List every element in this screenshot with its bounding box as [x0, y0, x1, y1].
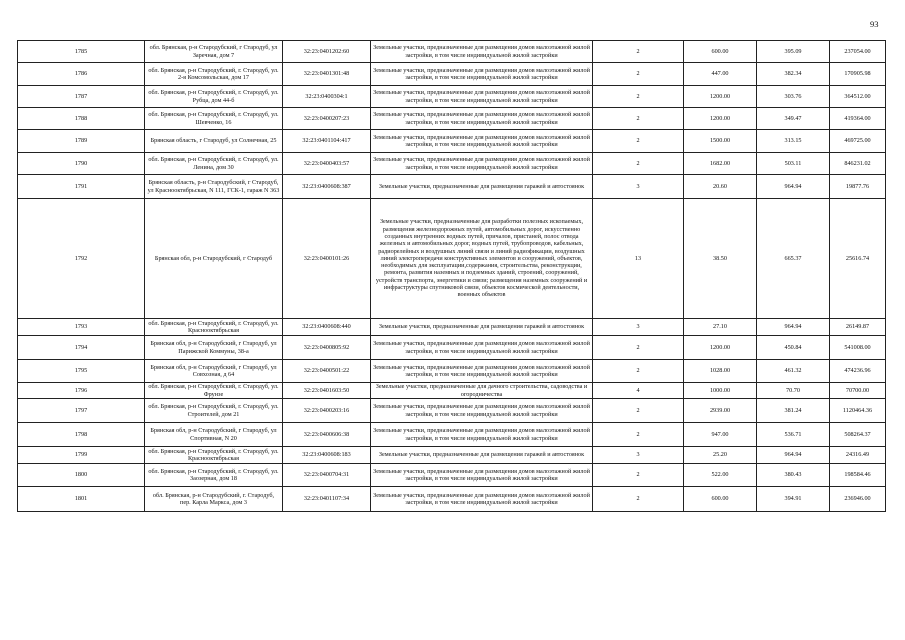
table-row [18, 86, 886, 108]
table-row [18, 336, 886, 360]
cadastral-value-cell: 170905.98 [830, 63, 886, 86]
specific-value-cell: 450.84 [757, 336, 830, 360]
area-cell: 600.00 [684, 41, 757, 63]
table-row [18, 487, 886, 512]
specific-value-cell: 461.32 [757, 360, 830, 383]
group-cell: 2 [593, 399, 684, 423]
row-number: 1792 [18, 199, 145, 319]
group-cell: 3 [593, 447, 684, 464]
group-cell: 13 [593, 199, 684, 319]
cadastral-number-cell: 32:23:0400608:183 [283, 447, 371, 464]
group-cell: 3 [593, 175, 684, 199]
specific-value-cell: 665.37 [757, 199, 830, 319]
specific-value-cell: 380.43 [757, 464, 830, 487]
row-number: 1801 [18, 487, 145, 512]
area-cell: 1200.00 [684, 86, 757, 108]
land-use-cell: Земельные участки, предназначенные для размещения домов малоэтажной жилой застройки, в том числе индивидуальной жилой застройки [371, 399, 593, 423]
row-number: 1798 [18, 423, 145, 447]
page-number: 93 [870, 19, 879, 29]
cadastral-number-cell: 32:23:0400101:26 [283, 199, 371, 319]
area-cell: 1500.00 [684, 130, 757, 153]
area-cell: 947.00 [684, 423, 757, 447]
table-row [18, 423, 886, 447]
specific-value-cell: 313.15 [757, 130, 830, 153]
address-cell: Брянская область, г Стародуб, ул Солнечная, 25 [145, 130, 283, 153]
cadastral-value-cell: 419364.00 [830, 108, 886, 130]
group-cell: 2 [593, 108, 684, 130]
cadastral-value-cell: 364512.00 [830, 86, 886, 108]
row-number: 1789 [18, 130, 145, 153]
row-number: 1800 [18, 464, 145, 487]
specific-value-cell: 536.71 [757, 423, 830, 447]
cadastral-number-cell: 32:23:0400501:22 [283, 360, 371, 383]
specific-value-cell: 394.91 [757, 487, 830, 512]
address-cell: Брянская обл, р-н Стародубский, г Стародуб [145, 199, 283, 319]
land-use-cell: Земельные участки, предназначенные для размещения домов малоэтажной жилой застройки, в том числе индивидуальной жилой застройки [371, 63, 593, 86]
cadastral-value-cell: 469725.00 [830, 130, 886, 153]
row-number: 1795 [18, 360, 145, 383]
address-cell: обл. Брянская, р-н Стародубский, г. Стародуб, ул. Заозерная, дом 18 [145, 464, 283, 487]
table-row [18, 63, 886, 86]
specific-value-cell: 381.24 [757, 399, 830, 423]
table-row [18, 383, 886, 399]
row-number: 1791 [18, 175, 145, 199]
specific-value-cell: 503.11 [757, 153, 830, 175]
address-cell: обл. Брянская, р-н Стародубский, г. Стародуб, ул. Строителей, дом 21 [145, 399, 283, 423]
table-row [18, 108, 886, 130]
cadastral-number-cell: 32:23:0401107:34 [283, 487, 371, 512]
area-cell: 25.20 [684, 447, 757, 464]
group-cell: 2 [593, 153, 684, 175]
row-number: 1787 [18, 86, 145, 108]
land-use-cell: Земельные участки, предназначенные для размещения домов малоэтажной жилой застройки, в том числе индивидуальной жилой застройки [371, 464, 593, 487]
area-cell: 522.00 [684, 464, 757, 487]
cadastral-value-cell: 237054.00 [830, 41, 886, 63]
address-cell: Брянская обл, р-н Стародубский, г Стародуб, ул Парижской Коммуны, 38-а [145, 336, 283, 360]
cadastral-value-cell: 508264.37 [830, 423, 886, 447]
specific-value-cell: 964.94 [757, 447, 830, 464]
land-use-cell: Земельные участки, предназначенные для размещения домов малоэтажной жилой застройки, в том числе индивидуальной жилой застройки [371, 86, 593, 108]
land-use-cell: Земельные участки, предназначенные для размещения домов малоэтажной жилой застройки, в том числе индивидуальной жилой застройки [371, 360, 593, 383]
cadastral-number-cell: 32:23:0400805:92 [283, 336, 371, 360]
cadastral-value-cell: 541008.00 [830, 336, 886, 360]
cadastral-value-cell: 236946.00 [830, 487, 886, 512]
address-cell: обл. Брянская, р-н Стародубский, г. Стародуб, ул. Фрунзе [145, 383, 283, 399]
cadastral-number-cell: 32:23:0400608:387 [283, 175, 371, 199]
land-use-cell: Земельные участки, предназначенные для разработки полезных ископаемых, размещения железнодорожных путей, автомобильных дорог, искусственно созданных внутренних водных путей, причалов, пристаней, полос отвода железных и автомобильных дорог, водных путей, трубопроводов, кабельных, радиорелейных и воздушных линий связи и линий радиофикации, воздушных линий электропередачи конструктивных элементов и сооружений, объектов, необходимых для эксплуатации,содержания, строительства, реконструкции, ремонта, развития наземных и подземных зданий, строений, сооружений, устройств транспорта, энергетики и связи; размещения наземных сооружений и инфраструктуры спутниковой связи, объектов космической деятельности, военных объектов [371, 199, 593, 319]
address-cell: Брянская обл, р-н Стародубский, г Стародуб, ул Совхозная, д 64 [145, 360, 283, 383]
group-cell: 2 [593, 464, 684, 487]
cadastral-value-cell: 19877.76 [830, 175, 886, 199]
table-row [18, 175, 886, 199]
cadastral-value-table [17, 40, 886, 512]
address-cell: обл. Брянская, р-н Стародубский, г. Стародуб, ул. Шевченко, 16 [145, 108, 283, 130]
cadastral-value-cell: 24316.49 [830, 447, 886, 464]
address-cell: обл. Брянская, р-н Стародубский, г. Стародуб, пер. Карла Маркса, дом 3 [145, 487, 283, 512]
row-number: 1793 [18, 319, 145, 336]
address-cell: обл. Брянская, р-н Стародубский, г. Стародуб, ул. Краснооктябрьская [145, 447, 283, 464]
land-use-cell: Земельные участки, предназначенные для размещения домов малоэтажной жилой застройки, в том числе индивидуальной жилой застройки [371, 487, 593, 512]
specific-value-cell: 964.94 [757, 319, 830, 336]
specific-value-cell: 70.70 [757, 383, 830, 399]
land-use-cell: Земельные участки, предназначенные для размещения домов малоэтажной жилой застройки, в том числе индивидуальной жилой застройки [371, 423, 593, 447]
land-use-cell: Земельные участки, предназначенные для размещения домов малоэтажной жилой застройки, в том числе индивидуальной жилой застройки [371, 153, 593, 175]
group-cell: 2 [593, 41, 684, 63]
cadastral-value-cell: 26149.87 [830, 319, 886, 336]
land-use-cell: Земельные участки, предназначенные для размещения домов малоэтажной жилой застройки, в том числе индивидуальной жилой застройки [371, 336, 593, 360]
area-cell: 600.00 [684, 487, 757, 512]
table-row [18, 153, 886, 175]
land-use-cell: Земельные участки, предназначенные для размещения гаражей и автостоянок [371, 447, 593, 464]
table-row [18, 360, 886, 383]
group-cell: 2 [593, 360, 684, 383]
specific-value-cell: 382.34 [757, 63, 830, 86]
row-number: 1786 [18, 63, 145, 86]
table-row [18, 130, 886, 153]
cadastral-value-cell: 474236.96 [830, 360, 886, 383]
table-row [18, 41, 886, 63]
group-cell: 2 [593, 423, 684, 447]
cadastral-number-cell: 32:23:0401603:50 [283, 383, 371, 399]
land-use-cell: Земельные участки, предназначенные для размещения домов малоэтажной жилой застройки, в том числе индивидуальной жилой застройки [371, 130, 593, 153]
cadastral-value-cell: 70700.00 [830, 383, 886, 399]
cadastral-number-cell: 32:23:0401301:48 [283, 63, 371, 86]
cadastral-value-cell: 846231.02 [830, 153, 886, 175]
table-row [18, 447, 886, 464]
address-cell: обл. Брянская, р-н Стародубский, г. Стародуб, ул. 2-я Комсомольская, дом 17 [145, 63, 283, 86]
group-cell: 2 [593, 86, 684, 108]
area-cell: 1200.00 [684, 336, 757, 360]
table-row [18, 199, 886, 319]
cadastral-number-cell: 32:23:0401104:417 [283, 130, 371, 153]
area-cell: 20.60 [684, 175, 757, 199]
row-number: 1790 [18, 153, 145, 175]
row-number: 1797 [18, 399, 145, 423]
cadastral-number-cell: 32:23:0401202:60 [283, 41, 371, 63]
area-cell: 1682.00 [684, 153, 757, 175]
land-use-cell: Земельные участки, предназначенные для размещения гаражей и автостоянок [371, 319, 593, 336]
group-cell: 4 [593, 383, 684, 399]
cadastral-number-cell: 32:23:0400704:31 [283, 464, 371, 487]
address-cell: обл. Брянская, р-н Стародубский, г. Стародуб, ул. Ленина, дом 30 [145, 153, 283, 175]
address-cell: обл. Брянская, р-н Стародубский, г. Стародуб, ул. Краснооктябрьская [145, 319, 283, 336]
row-number: 1799 [18, 447, 145, 464]
address-cell: Брянская область, р-н Стародубский, г Стародуб, ул Краснооктябрьская, N 111, ГСК-1, гараж N 363 [145, 175, 283, 199]
specific-value-cell: 395.09 [757, 41, 830, 63]
group-cell: 3 [593, 319, 684, 336]
land-use-cell: Земельные участки, предназначенные для дачного строительства, садоводства и огородничества [371, 383, 593, 399]
group-cell: 2 [593, 130, 684, 153]
table-row [18, 399, 886, 423]
cadastral-value-cell: 1120464.36 [830, 399, 886, 423]
cadastral-number-cell: 32:23:0400608:440 [283, 319, 371, 336]
row-number: 1785 [18, 41, 145, 63]
cadastral-value-cell: 198584.46 [830, 464, 886, 487]
row-number: 1796 [18, 383, 145, 399]
row-number: 1788 [18, 108, 145, 130]
area-cell: 38.50 [684, 199, 757, 319]
area-cell: 2939.00 [684, 399, 757, 423]
area-cell: 1028.00 [684, 360, 757, 383]
area-cell: 27.10 [684, 319, 757, 336]
cadastral-number-cell: 32:23:0400203:16 [283, 399, 371, 423]
cadastral-number-cell: 32:23:0400403:57 [283, 153, 371, 175]
row-number: 1794 [18, 336, 145, 360]
cadastral-value-cell: 25616.74 [830, 199, 886, 319]
cadastral-number-cell: 32:23:0400304:1 [283, 86, 371, 108]
land-use-cell: Земельные участки, предназначенные для размещения домов малоэтажной жилой застройки, в том числе индивидуальной жилой застройки [371, 108, 593, 130]
group-cell: 2 [593, 63, 684, 86]
cadastral-number-cell: 32:23:0400606:38 [283, 423, 371, 447]
area-cell: 447.00 [684, 63, 757, 86]
area-cell: 1000.00 [684, 383, 757, 399]
group-cell: 2 [593, 336, 684, 360]
address-cell: обл. Брянская, р-н Стародубский, г Стародуб, ул Заречная, дом 7 [145, 41, 283, 63]
land-use-cell: Земельные участки, предназначенные для размещения домов малоэтажной жилой застройки, в том числе индивидуальной жилой застройки [371, 41, 593, 63]
area-cell: 1200.00 [684, 108, 757, 130]
group-cell: 2 [593, 487, 684, 512]
cadastral-number-cell: 32:23:0400207:23 [283, 108, 371, 130]
address-cell: обл. Брянская, р-н Стародубский, г. Стародуб, ул. Рубца, дом 44-б [145, 86, 283, 108]
specific-value-cell: 349.47 [757, 108, 830, 130]
specific-value-cell: 964.94 [757, 175, 830, 199]
table-row [18, 464, 886, 487]
specific-value-cell: 303.76 [757, 86, 830, 108]
table-row [18, 319, 886, 336]
land-use-cell: Земельные участки, предназначенные для размещения гаражей и автостоянок [371, 175, 593, 199]
address-cell: Брянская обл, р-н Стародубский, г Стародуб, ул Спортивная, N 20 [145, 423, 283, 447]
